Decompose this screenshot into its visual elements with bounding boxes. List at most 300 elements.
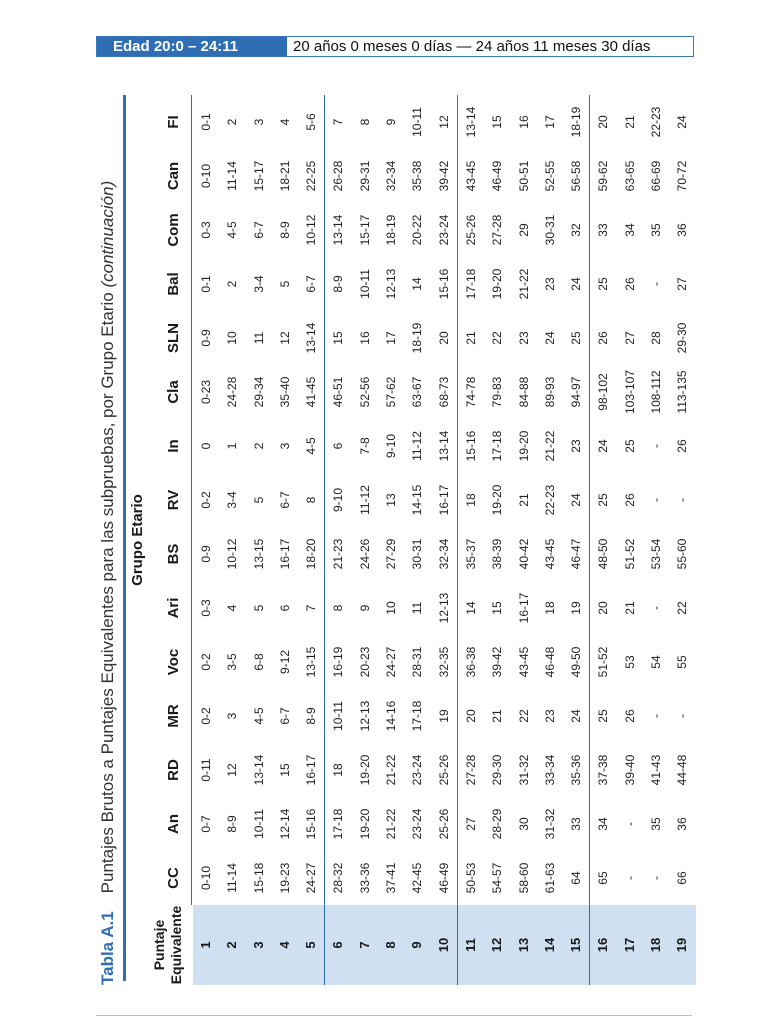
equivalent-score-cell: 4	[272, 905, 298, 985]
table-cell: 6-8	[251, 653, 266, 671]
table-cell: 103-107	[622, 369, 637, 415]
table-cell: 15-16	[436, 268, 451, 300]
table-cell: 74-78	[463, 376, 478, 408]
table-cell: 39-42	[490, 646, 505, 678]
table-cell: 1	[225, 442, 240, 450]
table-cell: 0-9	[199, 329, 213, 347]
table-cell: 84-88	[516, 376, 531, 408]
table-cell: 29-30	[675, 322, 690, 354]
table-title: Puntajes Brutos a Puntajes Equivalentes para las subpruebas, por Grupo Etario	[98, 292, 117, 894]
table-cell: 3-5	[225, 653, 240, 671]
table-cell: 12-14	[277, 808, 292, 840]
table-cell: 24	[596, 439, 611, 453]
column-header: MR	[165, 704, 182, 728]
table-row	[589, 95, 616, 985]
table-cell: 25	[596, 493, 611, 507]
table-cell: 12	[277, 331, 292, 345]
table-cell: 29-30	[490, 754, 505, 786]
table-cell: 36-38	[463, 646, 478, 678]
column-header-row	[147, 95, 191, 985]
table-cell: 37-38	[596, 754, 611, 786]
table-cell: -	[649, 282, 664, 286]
group-header-rule	[123, 95, 126, 981]
table-cell: 19	[436, 709, 451, 723]
table-cell: 16-17	[277, 538, 292, 570]
age-range-description: 20 años 0 meses 0 días — 24 años 11 meses 30 días	[293, 38, 651, 55]
table-cell: 66-69	[649, 160, 664, 192]
table-cell: 33	[569, 817, 584, 831]
table-cell: 7	[331, 118, 346, 126]
table-cell: 9-12	[277, 649, 292, 675]
table-cell: 7	[304, 604, 319, 612]
table-cell: 21	[622, 115, 637, 129]
table-cell: 10	[225, 331, 240, 345]
table-cell: 29-31	[357, 160, 372, 192]
table-cell: 10-11	[331, 701, 346, 731]
table-cell: 15	[277, 763, 292, 777]
table-cell: 42-45	[410, 862, 425, 894]
table-cell: 24-28	[225, 376, 240, 408]
table-cell: 55-60	[675, 538, 690, 570]
table-cell: 0-9	[199, 545, 213, 563]
equivalent-score-cell: 12	[484, 905, 510, 985]
table-cell: 50-51	[516, 160, 531, 192]
table-cell: 3	[277, 442, 292, 450]
table-cell: 17-18	[410, 700, 425, 732]
column-header: Bal	[165, 272, 182, 296]
table-cell: 56-58	[569, 160, 584, 192]
table-cell: 20-23	[357, 646, 372, 678]
table-cell: 5-6	[304, 113, 319, 131]
table-cell: 16-17	[304, 754, 319, 786]
table-row	[431, 95, 457, 985]
table-cell: 15	[490, 601, 505, 615]
table-cell: 18-20	[304, 538, 319, 570]
table-cell: 15-17	[357, 214, 372, 246]
table-cell: 9-10	[331, 487, 346, 513]
table-cell: 10-12	[304, 214, 319, 246]
table-cell: 25-26	[436, 808, 451, 840]
table-cell: 9-10	[384, 433, 399, 459]
table-cell: 18	[463, 493, 478, 507]
table-cell: 8-9	[304, 707, 319, 725]
table-cell: 4	[277, 118, 292, 126]
table-caption	[97, 181, 123, 985]
table-cell: 22-25	[304, 160, 319, 192]
table-cell: 0-3	[199, 599, 213, 617]
table-cell: 37-41	[384, 862, 399, 894]
group-header-label: Grupo Etario	[129, 494, 146, 586]
table-row	[352, 95, 378, 985]
table-cell: 4-5	[304, 437, 319, 455]
table-cell: 10-11	[251, 809, 266, 839]
table-cell: 0-10	[199, 865, 213, 891]
table-row	[193, 95, 219, 985]
table-cell: 26	[675, 439, 690, 453]
table-cell: 35	[649, 817, 664, 831]
table-cell: 20	[596, 115, 611, 129]
table-cell: 13-14	[331, 214, 346, 246]
table-row	[537, 95, 563, 985]
table-cell: 113-135	[675, 370, 690, 414]
table-row	[484, 95, 510, 985]
table-cell: 24-27	[384, 646, 399, 678]
first-column-header: Puntaje Equivalente	[151, 905, 184, 985]
table-cell: -	[622, 876, 637, 880]
table-cell: 15-16	[304, 808, 319, 840]
table-cell: 11-14	[225, 863, 240, 893]
table-cell: 15-17	[251, 160, 266, 192]
table-cell: 15	[490, 115, 505, 129]
table-cell: 19-20	[357, 754, 372, 786]
table-cell: 16-19	[331, 646, 346, 678]
table-cell: 12	[436, 115, 451, 129]
column-header: BS	[165, 543, 182, 565]
table-cell: 0-10	[199, 163, 213, 189]
table-cell: 89-93	[542, 376, 557, 408]
table-row	[404, 95, 430, 985]
table-cell: 9	[384, 118, 399, 126]
table-cell: 41-43	[649, 754, 664, 786]
table-cell: 3	[251, 118, 266, 126]
table-row	[219, 95, 245, 985]
table-cell: 26	[622, 277, 637, 291]
table-cell: 7-8	[357, 437, 372, 455]
table-cell: 54-57	[490, 862, 505, 894]
table-cell: 33	[596, 223, 611, 237]
table-cell: 21-22	[516, 268, 531, 300]
table-cell: 23	[542, 709, 557, 723]
table-cell: 54	[649, 655, 664, 669]
table-cell: 18-19	[384, 214, 399, 246]
column-header: In	[165, 439, 182, 453]
table-cell: 13	[384, 493, 399, 507]
table-cell: 15-16	[463, 430, 478, 462]
table-cell: 35	[649, 223, 664, 237]
table-cell: 23-24	[410, 808, 425, 840]
table-cell: 3-4	[225, 491, 240, 509]
table-cell: 0-11	[199, 758, 213, 782]
table-cell: 57-62	[384, 376, 399, 408]
table-cell: 52-55	[542, 160, 557, 192]
table-body	[193, 95, 696, 985]
table-cell: 41-45	[304, 376, 319, 408]
table-row	[457, 95, 484, 985]
table-cell: 14-15	[410, 484, 425, 516]
table-cell: 23-24	[410, 754, 425, 786]
table-cell: 6-7	[277, 707, 292, 725]
table-cell: 24	[675, 115, 690, 129]
table-cell: 9	[357, 604, 372, 612]
table-cell: 30-31	[410, 538, 425, 570]
table-cell: 43-45	[516, 646, 531, 678]
table-cell: 44-48	[675, 754, 690, 786]
equivalent-score-cell: 16	[590, 905, 616, 985]
table-cell: 24	[569, 277, 584, 291]
table-cell: 32-34	[384, 160, 399, 192]
table-cell: 20-22	[410, 214, 425, 246]
footer-rule	[96, 1015, 692, 1016]
table-cell: 25	[596, 277, 611, 291]
table-cell: 0-2	[199, 491, 213, 509]
table-cell: 94-97	[569, 376, 584, 408]
table-cell: 22-23	[542, 484, 557, 516]
table-cell: 13-14	[463, 106, 478, 138]
column-header: Can	[165, 161, 182, 191]
equivalent-score-cell: 14	[537, 905, 563, 985]
table-cell: 36	[675, 223, 690, 237]
table-cell: 35-38	[410, 160, 425, 192]
table-cell: -	[649, 714, 664, 718]
table-cell: 31-32	[542, 808, 557, 840]
table-cell: 12	[225, 763, 240, 777]
table-cell: -	[622, 822, 637, 826]
table-cell: 17-18	[490, 430, 505, 462]
table-cell: 10-11	[410, 107, 425, 137]
table-cell: 28-29	[490, 808, 505, 840]
table-cell: 0-1	[199, 113, 213, 131]
table-cell: 16	[516, 115, 531, 129]
table-cell: 40-42	[516, 538, 531, 570]
table-cell: 28-31	[410, 646, 425, 678]
table-cell: 25	[622, 439, 637, 453]
table-cell: -	[649, 876, 664, 880]
table-row	[272, 95, 298, 985]
table-cell: 108-112	[649, 370, 664, 414]
table-row	[246, 95, 272, 985]
header-rule	[191, 95, 192, 905]
table-cell: 59-62	[596, 160, 611, 192]
table-cell: 6	[331, 442, 346, 450]
equivalent-score-cell: 1	[193, 905, 219, 985]
age-header	[96, 36, 694, 57]
table-cell: 5	[251, 604, 266, 612]
table-cell: 33-36	[357, 862, 372, 894]
table-cell: 30-31	[542, 214, 557, 246]
table-cell: 4-5	[225, 221, 240, 239]
table-cell: -	[649, 444, 664, 448]
table-cell: 55	[675, 655, 690, 669]
column-header: FI	[165, 115, 182, 129]
table-cell: 0	[199, 442, 213, 450]
table-cell: 19-23	[277, 862, 292, 894]
table-cell: 5	[277, 280, 292, 288]
table-cell: 58-60	[516, 862, 531, 894]
table-cell: 25	[569, 331, 584, 345]
equivalent-score-cell: 2	[219, 905, 245, 985]
equivalent-score-cell: 8	[378, 905, 404, 985]
table-cell: 19	[569, 601, 584, 615]
table-continuation: (continuación)	[98, 180, 117, 288]
table-cell: 46-51	[331, 376, 346, 408]
table-cell: 46-49	[490, 160, 505, 192]
table-cell: 2	[251, 442, 266, 450]
table-cell: 13-14	[251, 754, 266, 786]
table-cell: 12-13	[436, 592, 451, 624]
table-cell: 19-20	[357, 808, 372, 840]
table-cell: 24	[542, 331, 557, 345]
equivalent-score-cell: 10	[431, 905, 457, 985]
table-cell: 10-11	[357, 269, 372, 299]
table-cell: 24	[569, 493, 584, 507]
column-header: Cla	[165, 380, 182, 404]
equivalent-score-cell: 3	[246, 905, 272, 985]
table-cell: 18	[331, 763, 346, 777]
table-cell: 19-20	[490, 484, 505, 516]
table-cell: 14	[463, 601, 478, 615]
equivalent-score-cell: 5	[298, 905, 324, 985]
column-header: Com	[165, 213, 182, 247]
table-cell: 49-50	[569, 646, 584, 678]
table-cell: 25	[596, 709, 611, 723]
table-cell: 66	[675, 871, 690, 885]
table-cell: 20	[436, 331, 451, 345]
table-cell: 11	[251, 331, 266, 345]
table-cell: 53	[622, 655, 637, 669]
table-cell: 43-45	[542, 538, 557, 570]
column-header: Ari	[165, 597, 182, 619]
table-cell: 24	[569, 709, 584, 723]
table-cell: 28	[649, 331, 664, 345]
table-cell: 3-4	[251, 275, 266, 293]
table-cell: 23	[542, 277, 557, 291]
column-header: RD	[165, 759, 182, 781]
table-cell: 25-26	[436, 754, 451, 786]
table-row	[617, 95, 643, 985]
table-row	[563, 95, 589, 985]
table-cell: 22	[675, 601, 690, 615]
table-row	[669, 95, 695, 985]
age-range-label: Edad 20:0 – 24:11	[97, 37, 287, 56]
table-cell: 21-22	[542, 430, 557, 462]
table-cell: 34	[596, 817, 611, 831]
column-header: Voc	[165, 648, 182, 676]
table-cell: 32-35	[436, 646, 451, 678]
table-cell: 32	[569, 223, 584, 237]
table-cell: 39-42	[436, 160, 451, 192]
table-row	[511, 95, 537, 985]
table-cell: 14-16	[384, 700, 399, 732]
table-cell: 30	[516, 817, 531, 831]
table-cell: 51-52	[622, 538, 637, 570]
table-cell: 13-14	[436, 430, 451, 462]
table-cell: 14	[410, 277, 425, 291]
table-cell: 34	[622, 223, 637, 237]
table-cell: 12-13	[357, 700, 372, 732]
table-cell: 39-40	[622, 754, 637, 786]
table-cell: 22-23	[649, 106, 664, 138]
equivalent-score-cell: 6	[325, 905, 351, 985]
table-cell: 11-14	[225, 161, 240, 191]
table-cell: 8	[331, 604, 346, 612]
table-cell: 6-7	[251, 221, 266, 239]
table-row	[324, 95, 351, 985]
table-cell: 15	[331, 331, 346, 345]
table-cell: 38-39	[490, 538, 505, 570]
table-cell: 0-2	[199, 707, 213, 725]
table-cell: 3	[225, 712, 240, 720]
table-cell: -	[649, 498, 664, 502]
table-cell: 27	[622, 331, 637, 345]
table-cell: 35-40	[277, 376, 292, 408]
table-row	[298, 95, 324, 985]
table-cell: 6-7	[277, 491, 292, 509]
table-cell: 18-21	[277, 160, 292, 192]
equivalent-score-cell: 18	[643, 905, 669, 985]
table-cell: 11	[410, 601, 425, 615]
table-cell: 64	[569, 871, 584, 885]
table-cell: 8-9	[225, 815, 240, 833]
table-cell: 27-29	[384, 538, 399, 570]
table-label: Tabla A.1	[98, 911, 117, 985]
equivalent-score-cell: 15	[563, 905, 589, 985]
table-cell: 43-45	[463, 160, 478, 192]
table-cell: 21	[463, 331, 478, 345]
table-cell: 21-22	[384, 754, 399, 786]
table-cell: 35-36	[569, 754, 584, 786]
table-cell: -	[675, 714, 690, 718]
table-cell: 65	[596, 871, 611, 885]
table-cell: 21-23	[331, 538, 346, 570]
table-cell: 2	[225, 280, 240, 288]
table-cell: 10-12	[225, 538, 240, 570]
table-cell: 10	[384, 601, 399, 615]
table-cell: 0-23	[199, 379, 213, 405]
table-cell: 27-28	[490, 214, 505, 246]
table-cell: 15-18	[251, 862, 266, 894]
equivalent-score-cell: 13	[511, 905, 537, 985]
table-cell: 21	[516, 493, 531, 507]
table-cell: 11-12	[357, 485, 372, 515]
equivalent-score-cell: 19	[669, 905, 695, 985]
table-cell: 26	[596, 331, 611, 345]
table-cell: 22	[490, 331, 505, 345]
table-cell: 35-37	[463, 538, 478, 570]
table-cell: 8	[304, 496, 319, 504]
table-cell: 79-83	[490, 376, 505, 408]
table-cell: 17-18	[331, 808, 346, 840]
table-cell: 33-34	[542, 754, 557, 786]
table-cell: 53-54	[649, 538, 664, 570]
table-cell: 18-19	[569, 106, 584, 138]
table-cell: 16	[357, 331, 372, 345]
table-cell: 17	[384, 331, 399, 345]
table-cell: 18	[542, 601, 557, 615]
table-cell: 5	[251, 496, 266, 504]
table-cell: 61-63	[542, 862, 557, 894]
table-cell: 4-5	[251, 707, 266, 725]
column-header: An	[165, 814, 182, 834]
table-cell: 26	[622, 709, 637, 723]
table-cell: 25-26	[463, 214, 478, 246]
table-cell: 63-65	[622, 160, 637, 192]
table-cell: 23	[569, 439, 584, 453]
table-cell: 24-27	[304, 862, 319, 894]
table-cell: 50-53	[463, 862, 478, 894]
rotated-table	[97, 95, 695, 985]
table-cell: 8-9	[277, 221, 292, 239]
table-cell: 22	[516, 709, 531, 723]
table-cell: 16-17	[516, 592, 531, 624]
table-cell: 18-19	[410, 322, 425, 354]
table-cell: 0-3	[199, 221, 213, 239]
table-cell: 68-73	[436, 376, 451, 408]
table-cell: 20	[463, 709, 478, 723]
table-cell: 4	[225, 604, 240, 612]
table-cell: 0-1	[199, 275, 213, 293]
table-cell: 52-56	[357, 376, 372, 408]
table-cell: 46-49	[436, 862, 451, 894]
